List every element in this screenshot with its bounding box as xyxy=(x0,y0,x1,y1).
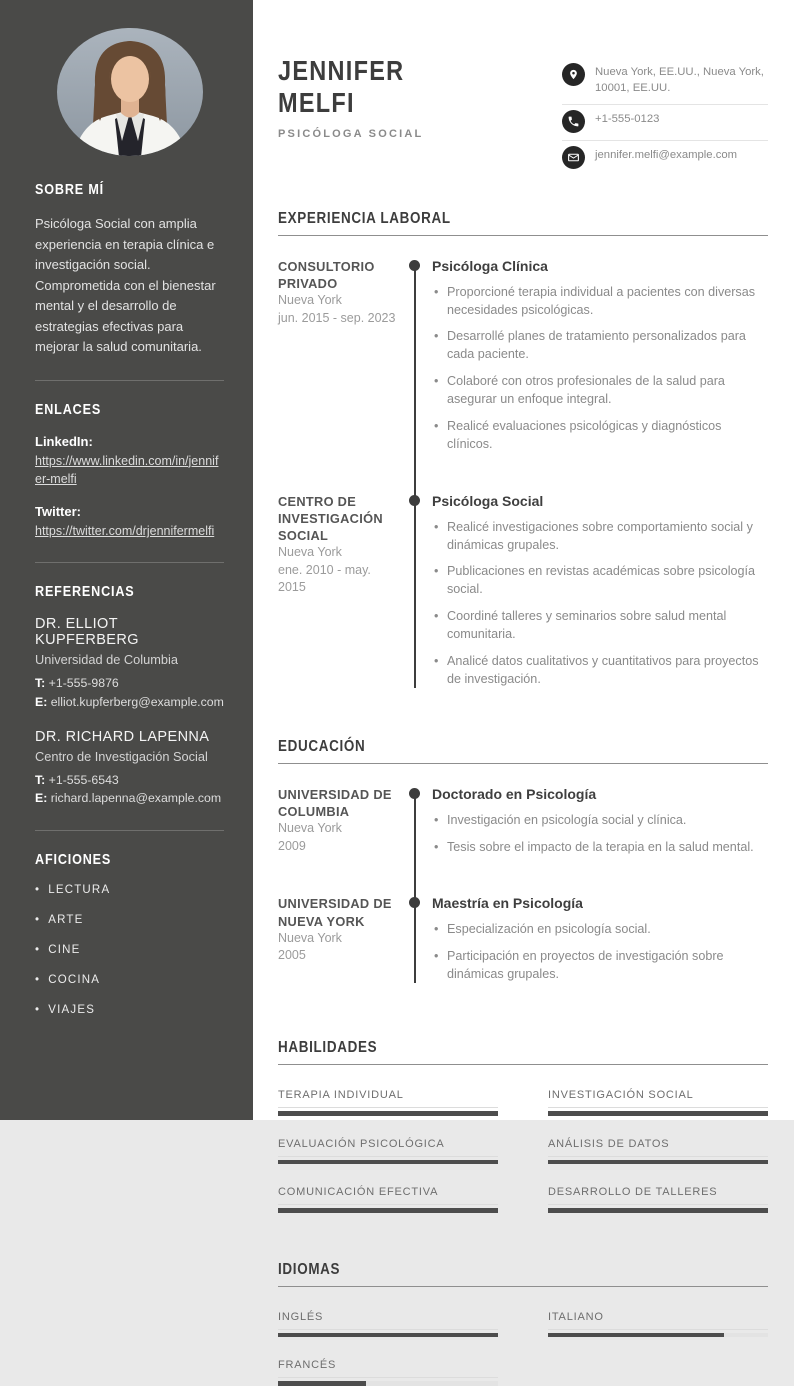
entry-org: UNIVERSIDAD DE COLUMBIA xyxy=(278,786,392,819)
experience-entries xyxy=(278,258,768,698)
education-entries xyxy=(278,786,768,993)
bar-track xyxy=(278,1160,498,1165)
name-block xyxy=(278,55,428,140)
phone-icon xyxy=(562,110,585,133)
entry-org: CONSULTORIO PRIVADO xyxy=(278,258,375,291)
references-title: REFERENCIAS xyxy=(35,583,135,601)
entry-meta xyxy=(278,786,398,866)
entry-detail xyxy=(432,895,768,993)
link-label: LinkedIn: xyxy=(35,433,93,449)
section-languages xyxy=(278,1261,768,1386)
timeline-cell xyxy=(398,786,432,866)
timeline-dot-icon xyxy=(409,788,420,799)
entry-role: Psicóloga Social xyxy=(432,492,544,509)
entry-meta xyxy=(278,493,398,698)
skills-grid xyxy=(278,1089,768,1213)
entry-bullet: • Proporcioné terapia individual a pacientes con diversas necesidades psicológicas. xyxy=(432,284,768,320)
bar-label: EVALUACIÓN PSICOLÓGICA xyxy=(278,1138,498,1157)
bar-label: INGLÉS xyxy=(278,1311,498,1330)
reference-item xyxy=(35,729,224,808)
contact-row xyxy=(562,105,768,141)
bar-track xyxy=(278,1333,498,1338)
education-entry xyxy=(278,786,768,866)
entry-meta xyxy=(278,895,398,993)
location-icon xyxy=(562,63,585,86)
hobbies-title: AFICIONES xyxy=(35,850,112,868)
entry-bullet: • Participación en proyectos de investigación sobre dinámicas grupales. xyxy=(432,948,768,984)
bar-fill xyxy=(278,1333,498,1338)
contact-row xyxy=(562,141,768,176)
education-title: EDUCACIÓN xyxy=(278,737,366,755)
links-list xyxy=(35,434,224,540)
link-label: Twitter: xyxy=(35,503,81,519)
entry-bullets xyxy=(432,284,768,454)
education-entry xyxy=(278,895,768,993)
entry-dates: 2009 xyxy=(278,838,306,853)
profile-photo-illustration xyxy=(55,27,205,157)
reference-phone: T: +1-555-9876 xyxy=(35,676,119,691)
entry-bullet: • Realicé evaluaciones psicológicas y diagnósticos clínicos. xyxy=(432,418,768,454)
language-item xyxy=(278,1359,498,1386)
bar-label: TERAPIA INDIVIDUAL xyxy=(278,1089,498,1108)
sidebar xyxy=(0,0,253,1120)
entry-role: Doctorado en Psicología xyxy=(432,785,597,802)
skill-item xyxy=(548,1138,768,1165)
entry-location: Nueva York xyxy=(278,930,342,945)
section-education xyxy=(278,738,768,993)
experience-title: EXPERIENCIA LABORAL xyxy=(278,209,451,227)
contact-text: Nueva York, EE.UU., Nueva York, 10001, EE.UU. xyxy=(595,66,764,94)
bar-fill xyxy=(278,1160,498,1165)
email-icon xyxy=(562,146,585,169)
bar-fill xyxy=(548,1160,768,1165)
section-skills xyxy=(278,1039,768,1213)
entry-bullets xyxy=(432,519,768,689)
bar-label: ITALIANO xyxy=(548,1311,768,1330)
link-item xyxy=(35,434,224,488)
entry-detail xyxy=(432,258,768,463)
entry-location: Nueva York xyxy=(278,545,342,560)
bar-fill xyxy=(548,1333,724,1338)
sidebar-section-hobbies xyxy=(35,851,224,1016)
last-name: MELFI xyxy=(278,87,355,119)
link-item xyxy=(35,504,224,540)
timeline-cell xyxy=(398,493,432,698)
section-rule xyxy=(278,763,768,764)
hobby-item: • COCINA xyxy=(35,974,224,986)
hobby-item: • CINE xyxy=(35,944,224,956)
entry-detail xyxy=(432,786,768,866)
skill-item xyxy=(548,1186,768,1213)
first-name: JENNIFER xyxy=(278,55,405,86)
hobby-item: • ARTE xyxy=(35,914,224,926)
section-experience xyxy=(278,210,768,698)
experience-entry xyxy=(278,493,768,698)
contact-text: jennifer.melfi@example.com xyxy=(595,148,738,161)
bar-track xyxy=(278,1381,498,1386)
entry-role: Maestría en Psicología xyxy=(432,895,583,912)
bar-track xyxy=(278,1208,498,1213)
bar-track xyxy=(548,1333,768,1338)
reference-name: DR. RICHARD LAPENNA xyxy=(35,728,210,745)
entry-location: Nueva York xyxy=(278,293,342,308)
skills-title: HABILIDADES xyxy=(278,1039,378,1056)
profile-photo xyxy=(55,27,205,157)
person-name xyxy=(278,55,428,119)
bar-track xyxy=(548,1208,768,1213)
entry-bullet: • Investigación en psicología social y clínica. xyxy=(432,812,768,830)
contact-text: +1-555-0123 xyxy=(595,112,660,125)
reference-org: Universidad de Columbia xyxy=(35,652,178,668)
link-url[interactable]: https://www.linkedin.com/in/jennifer-melfi xyxy=(35,453,219,486)
entry-bullet: • Analicé datos cualitativos y cuantitativos para proyectos de investigación. xyxy=(432,653,768,689)
reference-item xyxy=(35,616,224,711)
entry-location: Nueva York xyxy=(278,821,342,836)
bar-label: COMUNICACIÓN EFECTIVA xyxy=(278,1186,498,1205)
entry-org: UNIVERSIDAD DE NUEVA YORK xyxy=(278,896,392,929)
entry-bullets xyxy=(432,921,768,984)
bar-fill xyxy=(278,1208,498,1213)
bar-label: ANÁLISIS DE DATOS xyxy=(548,1138,768,1157)
main-content xyxy=(253,0,794,1371)
bar-label: DESARROLLO DE TALLERES xyxy=(548,1186,768,1205)
references-list xyxy=(35,616,224,808)
bar-fill xyxy=(278,1381,366,1386)
skill-item xyxy=(548,1089,768,1116)
entry-bullet: • Realicé investigaciones sobre comportamiento social y dinámicas grupales. xyxy=(432,519,768,555)
section-rule xyxy=(278,235,768,236)
about-text: Psicóloga Social con amplia experiencia en terapia clínica e investigación social. Comprometida con el bienestar mental y el desarrollo de estrategias efectivas para mejorar la salud comunitaria. xyxy=(35,216,216,355)
entry-meta xyxy=(278,258,398,463)
timeline-dot-icon xyxy=(409,260,420,271)
reference-email: E: elliot.kupferberg@example.com xyxy=(35,694,224,709)
reference-name: DR. ELLIOT KUPFERBERG xyxy=(35,616,139,649)
job-title: PSICÓLOGA SOCIAL xyxy=(278,128,424,141)
entry-bullet: • Especialización en psicología social. xyxy=(432,921,768,939)
skill-item xyxy=(278,1186,498,1213)
sidebar-section-links xyxy=(35,401,224,540)
contact-block xyxy=(562,58,768,176)
resume-header xyxy=(278,55,768,176)
bar-track xyxy=(548,1111,768,1116)
bar-fill xyxy=(278,1111,498,1116)
hobby-item: • LECTURA xyxy=(35,884,224,896)
contact-row xyxy=(562,58,768,105)
language-item xyxy=(548,1311,768,1338)
timeline-cell xyxy=(398,895,432,993)
hobbies-list xyxy=(35,884,224,1016)
bar-track xyxy=(548,1160,768,1165)
experience-entry xyxy=(278,258,768,463)
timeline-cell xyxy=(398,258,432,463)
link-url[interactable]: https://twitter.com/drjennifermelfi xyxy=(35,523,215,538)
entry-bullets xyxy=(432,812,768,857)
reference-phone: T: +1-555-6543 xyxy=(35,772,119,787)
entry-detail xyxy=(432,493,768,698)
entry-role: Psicóloga Clínica xyxy=(432,257,548,274)
entry-bullet: • Desarrollé planes de tratamiento personalizados para cada paciente. xyxy=(432,328,768,364)
bar-label: FRANCÉS xyxy=(278,1359,498,1378)
entry-dates: 2005 xyxy=(278,948,306,963)
entry-bullet: • Tesis sobre el impacto de la terapia en la salud mental. xyxy=(432,839,768,857)
languages-grid xyxy=(278,1311,768,1386)
languages-title: IDIOMAS xyxy=(278,1260,341,1278)
reference-email: E: richard.lapenna@example.com xyxy=(35,791,222,806)
entry-dates: ene. 2010 - may. 2015 xyxy=(278,562,371,595)
hobby-item: • VIAJES xyxy=(35,1004,224,1016)
bar-track xyxy=(278,1111,498,1116)
about-title: SOBRE MÍ xyxy=(35,181,105,198)
sidebar-divider xyxy=(35,380,224,381)
bar-fill xyxy=(548,1111,768,1116)
sidebar-section-about xyxy=(35,181,224,358)
bar-fill xyxy=(548,1208,768,1213)
entry-bullet: • Colaboré con otros profesionales de la salud para asegurar un enfoque integral. xyxy=(432,373,768,409)
sidebar-divider xyxy=(35,562,224,563)
skill-item xyxy=(278,1089,498,1116)
entry-bullet: • Publicaciones en revistas académicas sobre psicología social. xyxy=(432,563,768,599)
entry-bullet: • Coordiné talleres y seminarios sobre salud mental comunitaria. xyxy=(432,608,768,644)
section-rule xyxy=(278,1064,768,1065)
timeline-dot-icon xyxy=(409,495,420,506)
section-rule xyxy=(278,1286,768,1287)
bar-label: INVESTIGACIÓN SOCIAL xyxy=(548,1089,768,1108)
sidebar-section-references xyxy=(35,583,224,808)
reference-org: Centro de Investigación Social xyxy=(35,748,208,764)
entry-org: CENTRO DE INVESTIGACIÓN SOCIAL xyxy=(278,493,383,544)
sidebar-divider xyxy=(35,830,224,831)
timeline-dot-icon xyxy=(409,897,420,908)
links-title: ENLACES xyxy=(35,400,102,418)
skill-item xyxy=(278,1138,498,1165)
language-item xyxy=(278,1311,498,1338)
entry-dates: jun. 2015 - sep. 2023 xyxy=(278,310,396,325)
